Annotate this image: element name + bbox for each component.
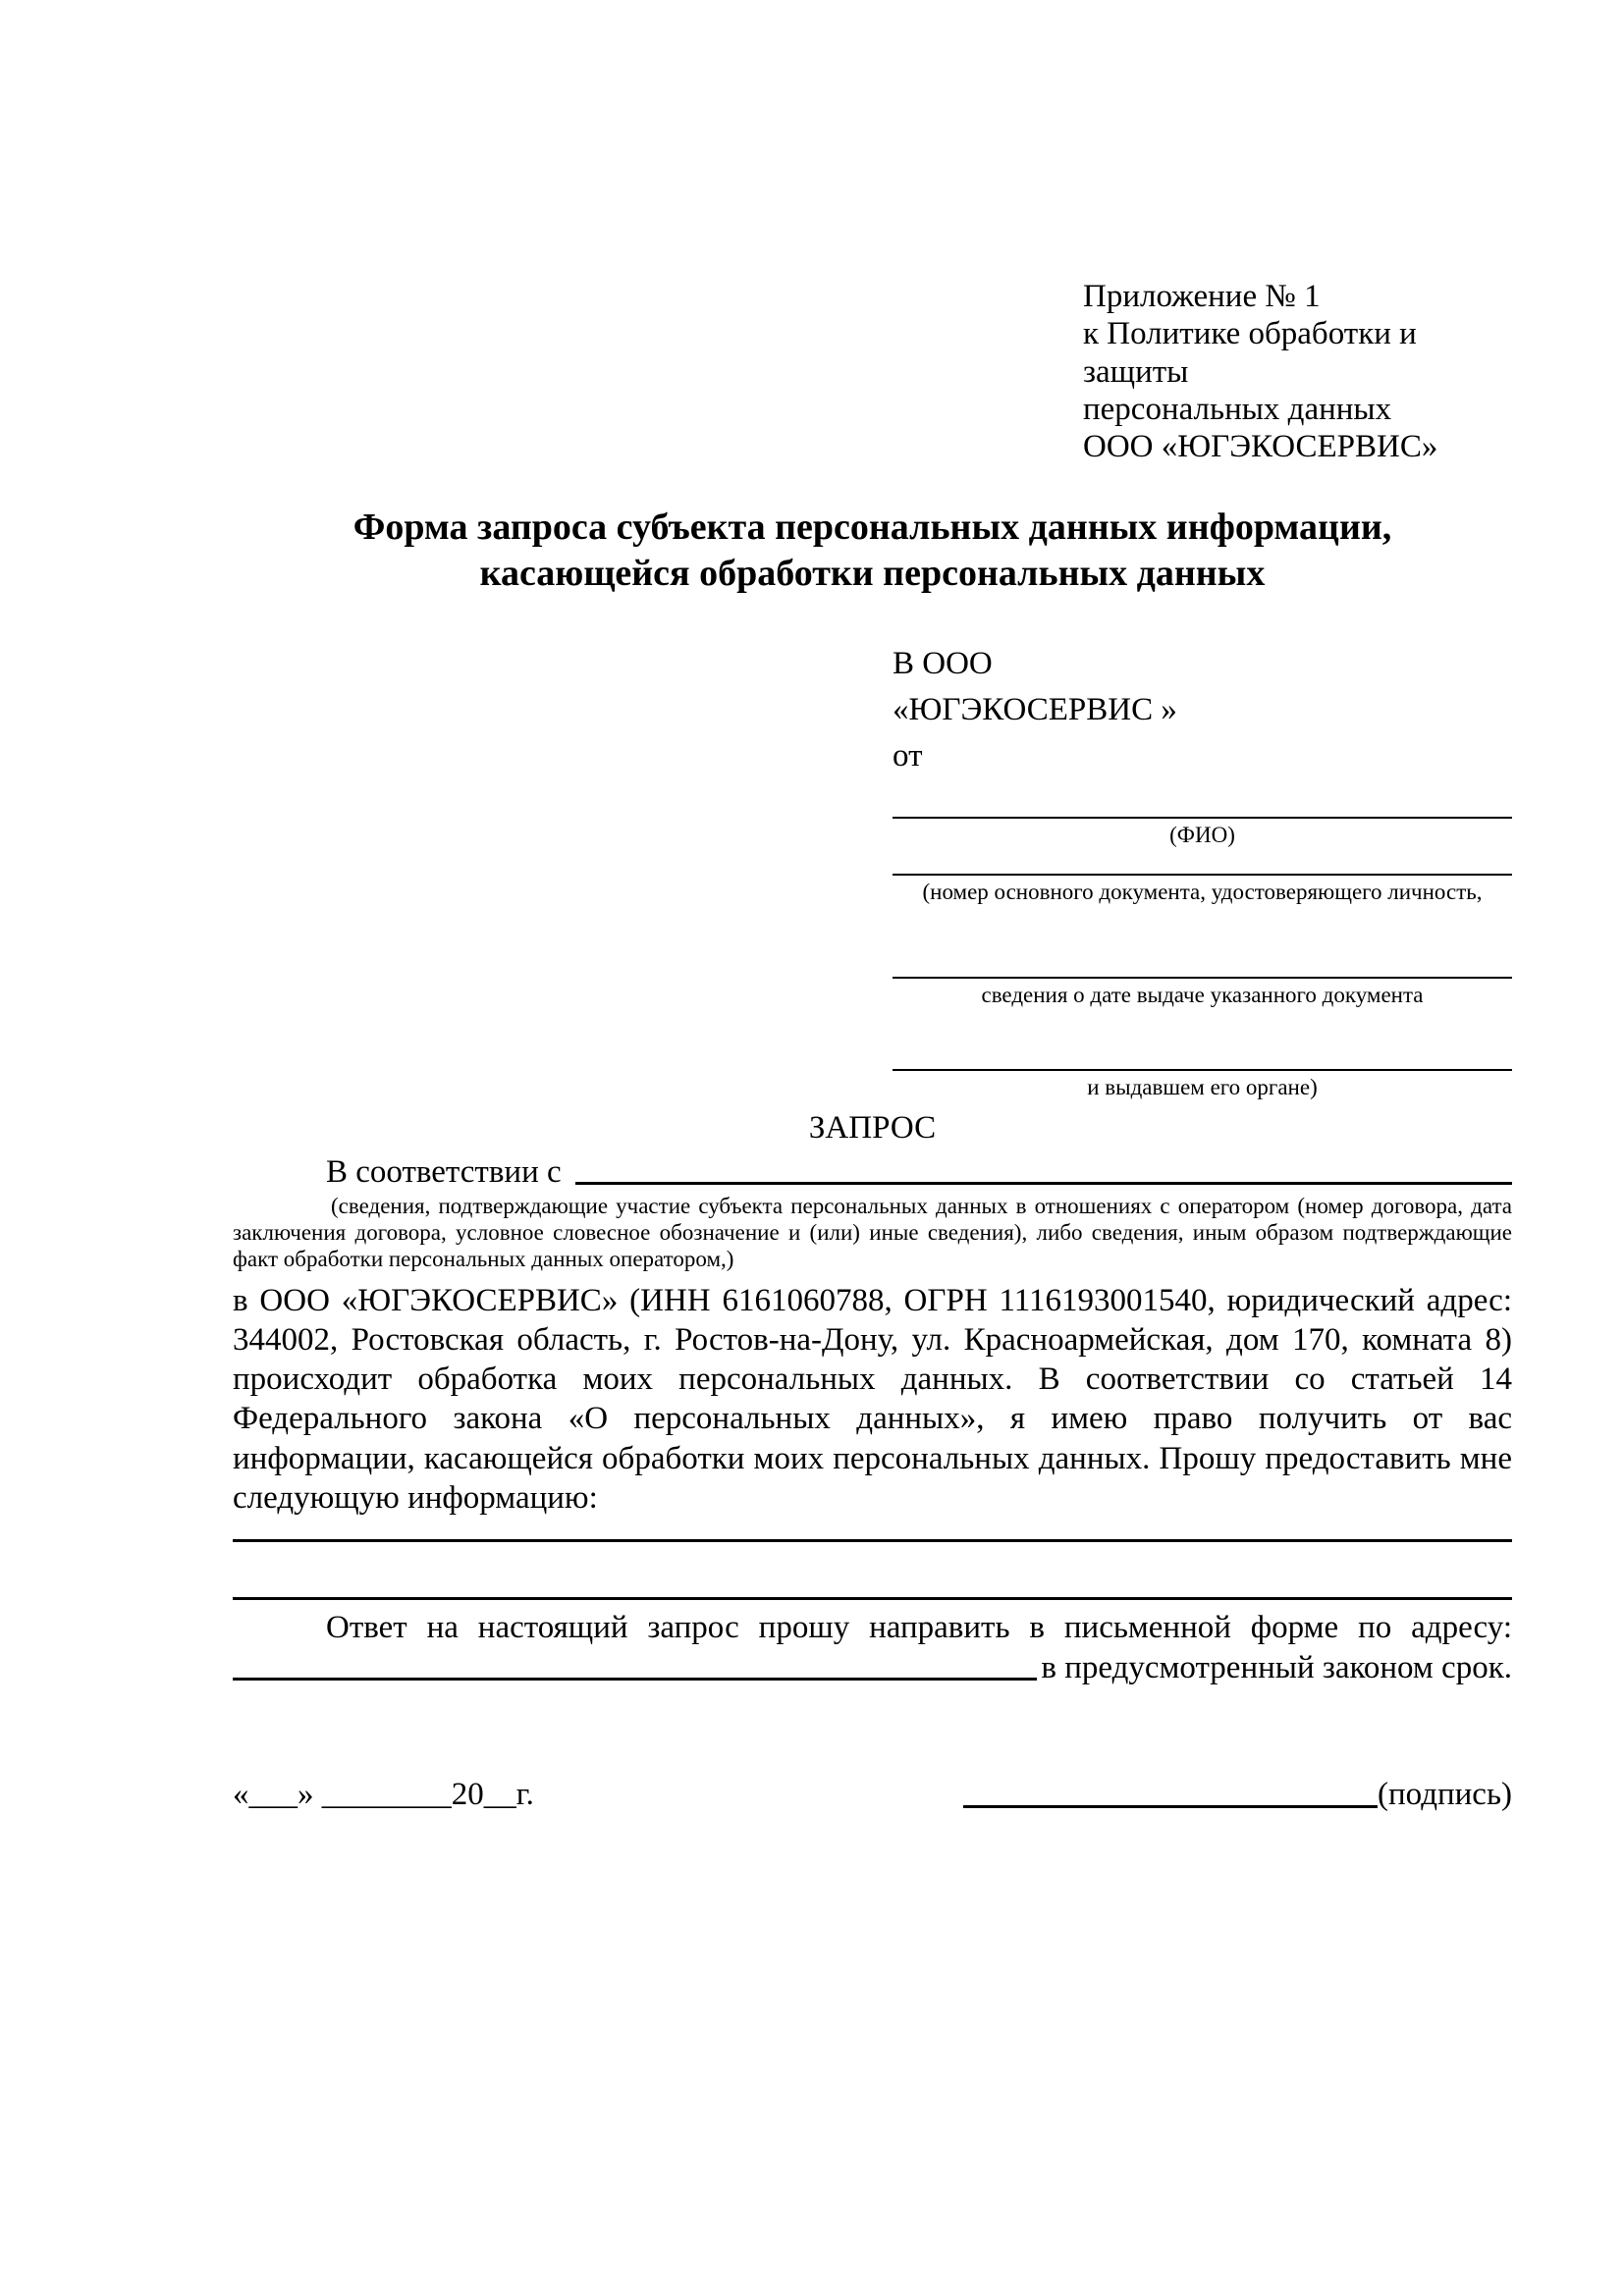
reply-address-line [233, 1650, 1512, 1686]
signature-caption: (подпись) [1378, 1777, 1512, 1813]
reply-suffix: в предусмотренный законом срок. [1041, 1650, 1512, 1686]
appendix-line: персональных данных [1083, 391, 1392, 427]
document-content [233, 0, 1512, 1813]
request-intro-blank-line [575, 1182, 1512, 1185]
doc-issuer-blank-line [893, 1045, 1512, 1071]
addressee-block [893, 641, 1512, 1102]
document-title-line: касающейся обработки персональных данных [479, 552, 1266, 594]
addressee-from-label: от [893, 737, 923, 774]
addressee-to-line: В ООО [893, 646, 993, 682]
doc-number-caption: (номер основного документа, удостоверяющего личность, [922, 879, 1483, 904]
date-blank-template: «___» ________20__г. [233, 1777, 534, 1813]
appendix-line: ООО «ЮГЭКОСЕРВИС» [1083, 429, 1438, 465]
doc-issuer-caption: и выдавшем его органе) [1087, 1075, 1318, 1100]
document-title [233, 505, 1512, 596]
doc-date-blank-line [893, 953, 1512, 979]
request-intro-prefix: В соответствии с [326, 1154, 562, 1191]
request-footnote: (сведения, подтверждающие участие субъекта персональных данных в отношениях с оператором (номер договора, дата заключения договора, условное словесное обозначение и (или) иные сведения), либо сведения, иным образом подтверждающие факт обработки персональных данных оператором,) [233, 1194, 1512, 1272]
signature-blank-line [963, 1805, 1378, 1808]
doc-date-caption: сведения о дате выдаче указанного документа [981, 983, 1424, 1008]
addressee-to-line: «ЮГЭКОСЕРВИС » [893, 691, 1177, 727]
signature-row [233, 1777, 1512, 1813]
fio-caption: (ФИО) [1169, 822, 1235, 847]
info-blank-line-2 [233, 1597, 1512, 1600]
signature-area [963, 1777, 1512, 1813]
reply-address-blank-line [233, 1678, 1037, 1681]
request-intro-line [233, 1154, 1512, 1191]
request-heading: ЗАПРОС [808, 1110, 937, 1147]
reply-sentence: Ответ на настоящий запрос прошу направить в письменной форме по адресу: [326, 1610, 1512, 1646]
appendix-block [1083, 278, 1512, 465]
fio-blank-line [893, 793, 1512, 819]
appendix-line: Приложение № 1 [1083, 279, 1321, 314]
document-title-line: Форма запроса субъекта персональных данных информации, [352, 507, 1392, 549]
appendix-line: к Политике обработки и защиты [1083, 316, 1417, 390]
doc-number-blank-line [893, 850, 1512, 876]
request-body-paragraph: в ООО «ЮГЭКОСЕРВИС» (ИНН 6161060788, ОГРН 1116193001540, юридический адрес: 344002, Ростовская область, г. Ростов-на-Дону, ул. Красноармейская, дом 170, комната 8) происходит обработка моих персональных данных. В соответствии со статьей 14 Федерального закона «О персональных данных», я имею право получить от вас информации, касающейся обработки моих персональных данных. Прошу предоставить мне следующую информацию: [233, 1282, 1512, 1516]
info-blank-line-1 [233, 1539, 1512, 1542]
